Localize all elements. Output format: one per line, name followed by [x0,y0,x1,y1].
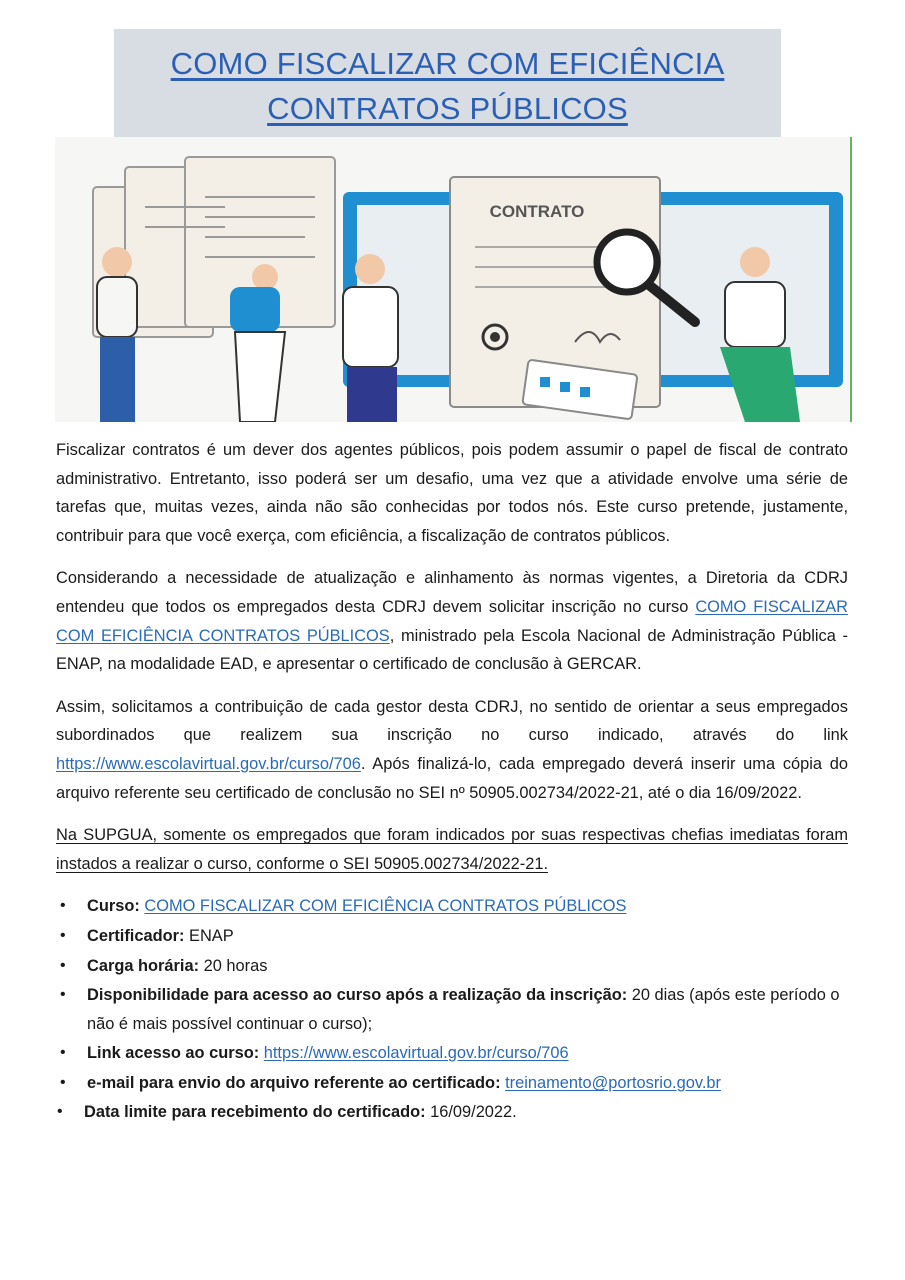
page-title-line-1: COMO FISCALIZAR COM EFICIÊNCIA [170,46,725,81]
paragraph-instructions-text-2: . Após finalizá-lo, cada empregado deverá inserir uma cópia do arquivo referente seu certificado de conclusão no SEI nº 50905.002734/2022-21, até o dia 16/09/2022. [56,754,848,802]
detail-email-label: e-mail para envio do arquivo referente ao certificado: [87,1073,501,1092]
contract-illustration [55,137,852,422]
bullet-icon: • [60,1073,66,1091]
detail-course-label: Curso: [87,897,140,916]
detail-certifier [56,922,848,951]
detail-workload-label: Carga horária: [87,956,200,975]
paragraph-requirement [56,564,848,678]
title-banner [114,29,781,143]
detail-course-access-link[interactable]: https://www.escolavirtual.gov.br/curso/706 [263,1044,569,1063]
bullet-icon: • [60,986,66,1004]
page-title-line-2: CONTRATOS PÚBLICOS [267,91,628,126]
bullet-icon: • [60,1044,66,1062]
detail-certifier-value: ENAP [189,926,234,945]
detail-certifier-label: Certificador: [87,926,185,945]
detail-course-access-label: Link acesso ao curso: [87,1044,260,1063]
course-details-list [56,892,848,1127]
detail-deadline [53,1098,848,1127]
detail-availability [56,981,848,1038]
contract-label: CONTRATO [489,202,585,221]
paragraph-intro: Fiscalizar contratos é um dever dos agentes públicos, pois podem assumir o papel de fiscal de contrato administrativo. Entretanto, isso poderá ser um desafio, uma vez que a atividade envolve uma série de tarefas que, muitas vezes, ainda não são conhecidas por todos nós. Este curso pretende, justamente, contribuir para que você exerça, com eficiência, a fiscalização de contratos públicos. [56,441,848,545]
detail-course [56,892,848,921]
detail-availability-value: 20 dias (após este período o não é mais possível continuar o curso); [87,986,840,1033]
course-name-link[interactable]: COMO FISCALIZAR COM EFICIÊNCIA CONTRATOS PÚBLICOS [56,597,848,645]
detail-workload [56,952,848,981]
course-url-link[interactable]: https://www.escolavirtual.gov.br/curso/706 [56,754,361,773]
detail-course-access [56,1039,848,1068]
detail-deadline-label: Data limite para recebimento do certificado: [84,1103,426,1122]
bullet-icon: • [60,926,66,944]
illustration-svg [55,137,852,422]
bullet-icon: • [60,897,66,915]
paragraph-instructions-text-1: Assim, solicitamos a contribuição de cada gestor desta CDRJ, no sentido de orientar a seus empregados subordinados que realizem sua inscrição no curso indicado, através do link [56,697,848,745]
bullet-icon: • [60,956,66,974]
detail-deadline-value: 16/09/2022. [430,1103,517,1122]
detail-course-link[interactable]: COMO FISCALIZAR COM EFICIÊNCIA CONTRATOS PÚBLICOS [144,897,627,916]
bullet-icon: • [57,1103,63,1121]
detail-workload-value: 20 horas [203,956,268,975]
paragraph-instructions [56,693,848,807]
detail-email-link[interactable]: treinamento@portosrio.gov.br [505,1073,721,1092]
detail-email [56,1069,848,1098]
paragraph-supgua-note: Na SUPGUA, somente os empregados que foram indicados por suas respectivas chefias imediatas foram instados a realizar o curso, conforme o SEI 50905.002734/2022-21. [56,826,848,873]
paragraph-requirement-text-2: , ministrado pela Escola Nacional de Administração Pública - ENAP, na modalidade EAD, e apresentar o certificado de conclusão à GERCAR. [56,626,848,674]
detail-availability-label: Disponibilidade para acesso ao curso após a realização da inscrição: [87,986,628,1005]
paragraph-requirement-text-1: Considerando a necessidade de atualização e alinhamento às normas vigentes, a Diretoria da CDRJ entendeu que todos os empregados desta CDRJ devem solicitar inscrição no curso [56,569,848,616]
document-body [56,436,848,1128]
